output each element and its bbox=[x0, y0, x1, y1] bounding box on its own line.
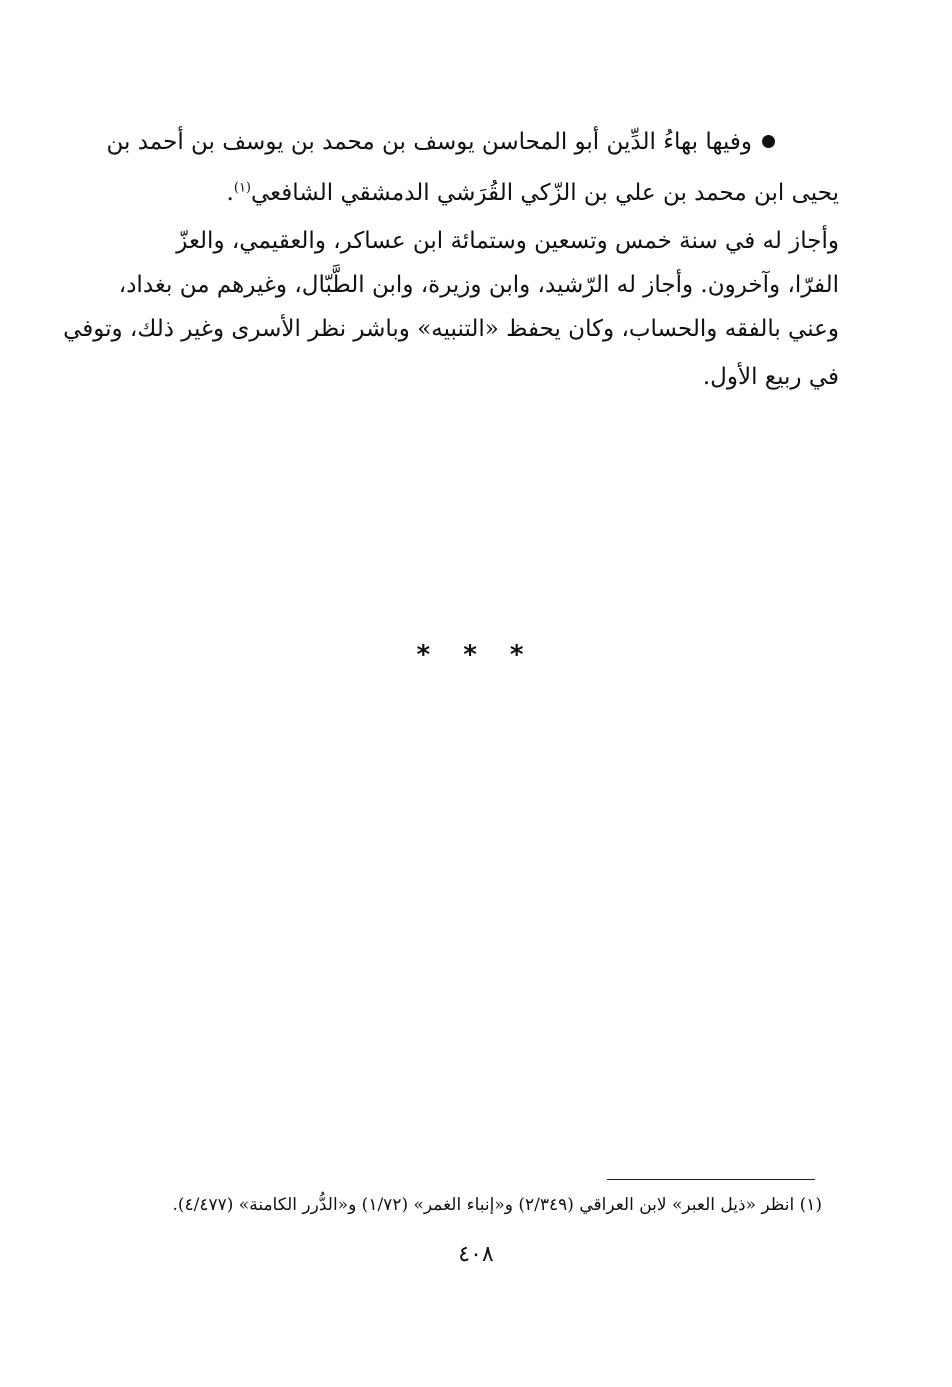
entry-line-3-text: وأجاز له في سنة خمس وتسعين وستمائة ابن عساكر، والعقيمي، والعزّ bbox=[176, 228, 839, 254]
entry-line-5 bbox=[63, 314, 839, 344]
footnote: (١) انظر «ذيل العبر» لابن العراقي (٢/٣٤٩) و«إنباء الغمر» (١/٧٢) و«الدُّرر الكامنة» (٤/٤٧٧). bbox=[172, 1195, 822, 1215]
entry-line-5-text: وعني بالفقه والحساب، وكان يحفظ «التنبيه» وباشر نظر الأسرى وغير ذلك، وتوفي bbox=[63, 316, 839, 342]
entry-line-4 bbox=[119, 270, 839, 300]
entry-line-2 bbox=[227, 178, 839, 208]
section-separator: * * * bbox=[416, 640, 536, 670]
footnote-divider bbox=[607, 1179, 815, 1180]
entry-line-2-text: يحيى ابن محمد بن علي بن الزّكي القُرَشي الدمشقي الشافعي bbox=[251, 180, 839, 206]
bullet-icon bbox=[762, 135, 775, 148]
entry-line-2-end: . bbox=[226, 180, 234, 206]
page-number: ٤٠٨ bbox=[458, 1242, 494, 1267]
entry-line-4-text: الفرّا، وآخرون. وأجاز له الرّشيد، وابن وزيرة، وابن الطَّبّال، وغيرهم من بغداد، bbox=[118, 272, 839, 298]
entry-line-6-text: في ربيع الأول. bbox=[702, 364, 839, 390]
entry-line-3 bbox=[176, 226, 839, 256]
entry-line-1 bbox=[107, 127, 775, 157]
entry-line-6 bbox=[703, 362, 839, 392]
footnote-reference: (١) bbox=[233, 180, 251, 196]
entry-line-1-text: وفيها بهاءُ الدِّين أبو المحاسن يوسف بن محمد بن يوسف بن أحمد بن bbox=[106, 129, 752, 155]
